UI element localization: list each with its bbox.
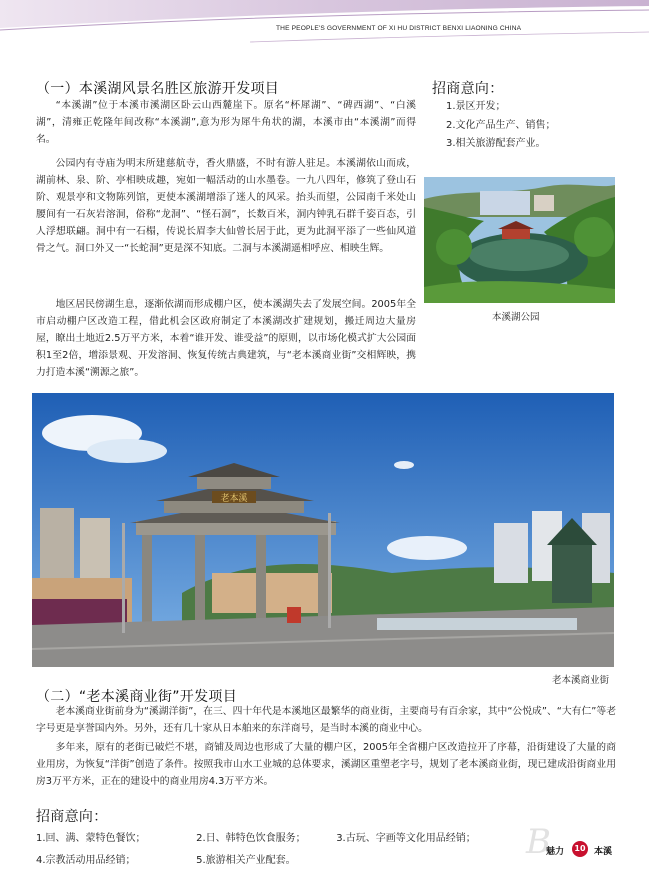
sidebar-title: 招商意向： (432, 81, 504, 97)
footer-watermark: B (526, 822, 551, 862)
section1-paragraph-1: “本溪湖”位于本溪市溪湖区卧云山西麓崖下。原名“杯犀湖”、“碑西湖”、“白溪湖”，清雍正乾隆年间改称“本溪湖”,意为形为犀牛角状的湖，本溪市由“本溪湖”而得名。 (36, 100, 416, 145)
bottom-item: 3.古玩、字画等文化用品经销； (336, 833, 476, 844)
street-photo-caption: 老本溪商业街 (552, 675, 610, 686)
header-band-text: THE PEOPLE'S GOVERNMENT OF XI HU DISTRICT BENXI LIAONING CHINA (276, 25, 522, 32)
lake-park-photo (424, 177, 615, 303)
footer-right-text: 本溪 (594, 847, 613, 857)
sidebar-item: 2.文化产品生产、销售； (446, 119, 556, 131)
footer-page-mark (520, 822, 630, 864)
section1-title: （一）本溪湖风景名胜区旅游开发项目 (36, 81, 280, 97)
lake-park-caption: 本溪湖公园 (492, 312, 540, 323)
section2-paragraph-1: 老本溪商业街前身为“溪湖洋街”，在三、四十年代是本溪地区最繁华的商业街，主要商号有百余家，其中“公悦成”、“大有仁”等老字号更是享誉国内外。另外，还有几十家从日本舶来的东洋商号，是当时本溪的商业中心。 (36, 706, 616, 734)
section2-paragraph-2: 多年来，原有的老街已破烂不堪，商铺及周边也形成了大量的棚户区，2005年全省棚户区改造拉开了序幕，沿街建设了大量的商业用房，为恢复“洋街”创造了条件。按照我市山水工业城的总体要求，溪湖区重塑老字号，规划了老本溪商业街，现已建成沿街商业用房3万平方米，正在的建设中的商业用房4.3万平方米。 (36, 742, 616, 787)
bottom-item: 2.日、韩特色饮食服务； (196, 833, 306, 844)
bottom-list (36, 826, 556, 870)
page-number-badge: 10 (572, 841, 588, 857)
section2-title: （二）“老本溪商业街”开发项目 (36, 689, 238, 705)
bottom-item: 1.回、满、蒙特色餐饮； (36, 833, 146, 844)
sidebar-item: 3.相关旅游配套产业。 (446, 138, 546, 149)
bottom-item: 4.宗教活动用品经销； (36, 855, 136, 866)
section1-paragraph-2: 公园内有寺庙为明末所建慈航寺，香火鼎盛，不时有游人驻足。本溪湖依山而成，湖前林、泉、阶、亭相映成趣，宛如一幅活动的山水墨卷。一九八四年，修筑了登山石阶、观景亭和文物陈列馆，更使本溪湖增添了迷人的风采。抬头而望，公园南千米处山腰间有一石灰岩溶洞，俗称“龙洞”、“怪石洞”，长数百米，洞内钟乳石群千姿百态，引人浮想联翩。洞中有一石榻，传说长眉李大仙曾长居于此，更为此洞平添了一些仙风道骨之气。洞口外又一“长蛇洞”更是深不知底。二洞与本溪湖遥相呼应、相映生辉。 (36, 158, 416, 254)
archway-sign-text: 老本溪 (220, 494, 248, 504)
bottom-title: 招商意向： (36, 809, 108, 825)
street-archway-photo (32, 393, 614, 667)
sidebar-list (446, 98, 556, 154)
footer-left-text: 魅力 (546, 847, 565, 857)
bottom-item: 5.旅游相关产业配套。 (196, 855, 296, 866)
sidebar-item: 1.景区开发； (446, 101, 506, 112)
section1-paragraph-3: 地区居民傍湖生息，逐渐依湖而形成棚户区，使本溪湖失去了发展空间。2005年全市启动棚户区改造工程，借此机会区政府制定了本溪湖改扩建规划，搬迁周边大量房屋，瞭出土地近2.5万平方米，本着“谁开发、谁受益”的原则，以市场化模式扩大公园面积1至2倍，增添景观、开发溶洞、恢复传统古典建筑，与“老本溪商业街”交相辉映，携力打造本溪“溯源之旅”。 (36, 299, 416, 378)
